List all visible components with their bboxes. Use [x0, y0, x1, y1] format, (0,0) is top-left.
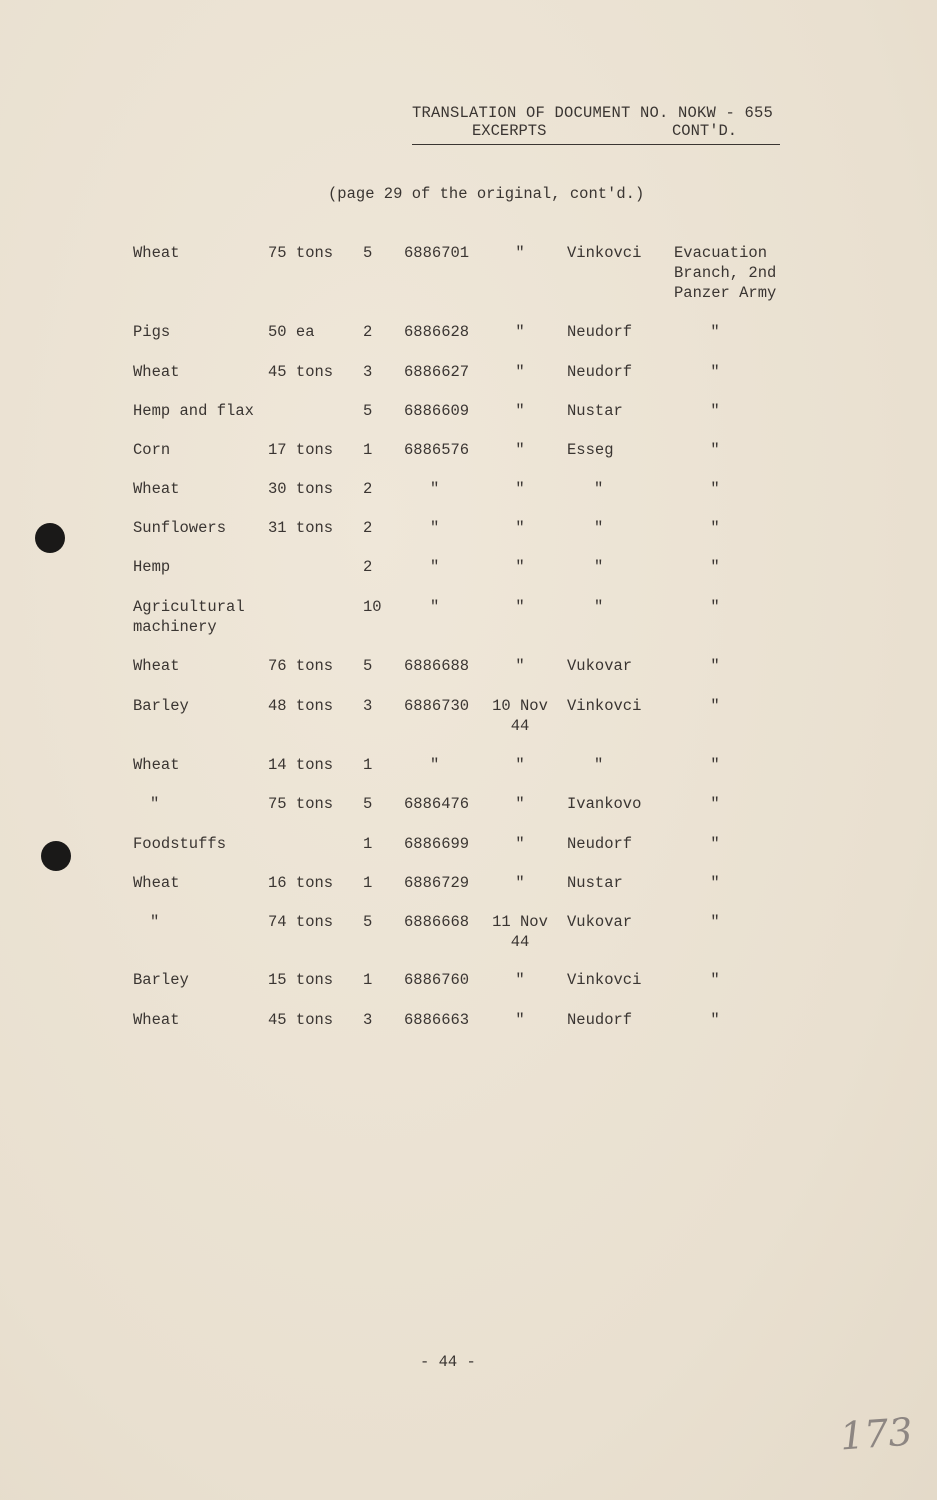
item-cell: Wheat	[133, 244, 180, 262]
destination-cell: "	[710, 441, 720, 459]
date-cell: "	[515, 835, 525, 853]
item-cell: Barley	[133, 971, 189, 989]
destination-cell: "	[710, 657, 720, 675]
contd-label: CONT'D.	[672, 122, 738, 140]
place-cell: Vinkovci	[567, 971, 642, 989]
date-cell: "	[515, 244, 525, 262]
car-number-cell: 6886760	[404, 971, 470, 989]
car-number-cell: 6886627	[404, 363, 470, 381]
car-number-cell: "	[430, 598, 440, 616]
destination-cell: "	[710, 697, 720, 715]
destination-cell: "	[710, 913, 720, 931]
item-cell: Pigs	[133, 323, 171, 341]
page-number: - 44 -	[420, 1353, 476, 1371]
cars-cell: 1	[363, 835, 373, 853]
item-cell: Wheat	[133, 874, 180, 892]
place-cell: "	[594, 756, 604, 774]
date-cell: "	[515, 558, 525, 576]
item-cell: Wheat	[133, 1011, 180, 1029]
quantity-cell: 31 tons	[268, 519, 334, 537]
cars-cell: 5	[363, 402, 373, 420]
cars-cell: 10	[363, 598, 382, 616]
quantity-cell: 45 tons	[268, 1011, 334, 1029]
quantity-cell: 76 tons	[268, 657, 334, 675]
item-cell: Foodstuffs	[133, 835, 227, 853]
item-cell: "	[150, 795, 160, 813]
car-number-cell: 6886699	[404, 835, 470, 853]
place-cell: Nustar	[567, 874, 623, 892]
date-cell: "	[515, 971, 525, 989]
item-cell: Agricultural machinery	[133, 598, 245, 636]
date-cell: "	[515, 756, 525, 774]
car-number-cell: 6886730	[404, 697, 470, 715]
cars-cell: 1	[363, 756, 373, 774]
cars-cell: 2	[363, 480, 373, 498]
place-cell: Neudorf	[567, 323, 633, 341]
punch-hole	[35, 523, 65, 553]
item-cell: Hemp	[133, 558, 171, 576]
date-cell: 10 Nov 44	[492, 697, 548, 735]
cars-cell: 3	[363, 1011, 373, 1029]
place-cell: Neudorf	[567, 835, 633, 853]
date-cell: "	[515, 519, 525, 537]
place-cell: "	[594, 558, 604, 576]
car-number-cell: "	[430, 519, 440, 537]
cars-cell: 3	[363, 697, 373, 715]
date-cell: "	[515, 598, 525, 616]
excerpts-label: EXCERPTS	[472, 122, 547, 140]
date-cell: "	[515, 657, 525, 675]
place-cell: "	[594, 598, 604, 616]
item-cell: Barley	[133, 697, 189, 715]
header-subline	[412, 122, 780, 145]
quantity-cell: 30 tons	[268, 480, 334, 498]
date-cell: "	[515, 1011, 525, 1029]
cars-cell: 2	[363, 558, 373, 576]
quantity-cell: 45 tons	[268, 363, 334, 381]
place-cell: Vinkovci	[567, 244, 642, 262]
date-cell: "	[515, 323, 525, 341]
cars-cell: 2	[363, 519, 373, 537]
car-number-cell: 6886628	[404, 323, 470, 341]
item-cell: Wheat	[133, 480, 180, 498]
cars-cell: 5	[363, 913, 373, 931]
item-cell: Hemp and flax	[133, 402, 254, 420]
item-cell: Corn	[133, 441, 171, 459]
place-cell: Neudorf	[567, 363, 633, 381]
destination-cell: "	[710, 558, 720, 576]
quantity-cell: 74 tons	[268, 913, 334, 931]
cars-cell: 5	[363, 244, 373, 262]
destination-cell: Evacuation Branch, 2nd Panzer Army	[674, 244, 777, 302]
item-cell: Wheat	[133, 756, 180, 774]
place-cell: "	[594, 519, 604, 537]
quantity-cell: 15 tons	[268, 971, 334, 989]
quantity-cell: 75 tons	[268, 795, 334, 813]
car-number-cell: 6886576	[404, 441, 470, 459]
cars-cell: 2	[363, 323, 373, 341]
place-cell: Neudorf	[567, 1011, 633, 1029]
date-cell: "	[515, 363, 525, 381]
destination-cell: "	[710, 756, 720, 774]
date-cell: "	[515, 441, 525, 459]
destination-cell: "	[710, 519, 720, 537]
cars-cell: 3	[363, 363, 373, 381]
cars-cell: 1	[363, 441, 373, 459]
car-number-cell: 6886668	[404, 913, 470, 931]
date-cell: "	[515, 402, 525, 420]
place-cell: Vukovar	[567, 913, 633, 931]
date-cell: 11 Nov 44	[492, 913, 548, 951]
destination-cell: "	[710, 1011, 720, 1029]
destination-cell: "	[710, 402, 720, 420]
car-number-cell: 6886729	[404, 874, 470, 892]
destination-cell: "	[710, 480, 720, 498]
quantity-cell: 14 tons	[268, 756, 334, 774]
destination-cell: "	[710, 835, 720, 853]
destination-cell: "	[710, 323, 720, 341]
quantity-cell: 16 tons	[268, 874, 334, 892]
quantity-cell: 17 tons	[268, 441, 334, 459]
document-title: TRANSLATION OF DOCUMENT NO. NOKW - 655	[412, 104, 774, 122]
destination-cell: "	[710, 874, 720, 892]
car-number-cell: "	[430, 756, 440, 774]
item-cell: Wheat	[133, 363, 180, 381]
destination-cell: "	[710, 598, 720, 616]
handwritten-page-number: 173	[838, 1409, 914, 1459]
car-number-cell: 6886476	[404, 795, 470, 813]
car-number-cell: 6886609	[404, 402, 470, 420]
car-number-cell: 6886663	[404, 1011, 470, 1029]
item-cell: Wheat	[133, 657, 180, 675]
item-cell: Sunflowers	[133, 519, 227, 537]
place-cell: Vukovar	[567, 657, 633, 675]
quantity-cell: 75 tons	[268, 244, 334, 262]
destination-cell: "	[710, 795, 720, 813]
car-number-cell: "	[430, 480, 440, 498]
item-cell: "	[150, 913, 160, 931]
date-cell: "	[515, 795, 525, 813]
document-header	[412, 104, 780, 145]
car-number-cell: 6886701	[404, 244, 470, 262]
place-cell: Esseg	[567, 441, 614, 459]
car-number-cell: "	[430, 558, 440, 576]
quantity-cell: 48 tons	[268, 697, 334, 715]
cars-cell: 1	[363, 874, 373, 892]
punch-hole	[41, 841, 71, 871]
place-cell: Nustar	[567, 402, 623, 420]
cars-cell: 5	[363, 795, 373, 813]
destination-cell: "	[710, 363, 720, 381]
destination-cell: "	[710, 971, 720, 989]
place-cell: "	[594, 480, 604, 498]
place-cell: Vinkovci	[567, 697, 642, 715]
cars-cell: 1	[363, 971, 373, 989]
date-cell: "	[515, 874, 525, 892]
date-cell: "	[515, 480, 525, 498]
page-reference: (page 29 of the original, cont'd.)	[328, 185, 645, 203]
cars-cell: 5	[363, 657, 373, 675]
car-number-cell: 6886688	[404, 657, 470, 675]
quantity-cell: 50 ea	[268, 323, 315, 341]
place-cell: Ivankovo	[567, 795, 642, 813]
